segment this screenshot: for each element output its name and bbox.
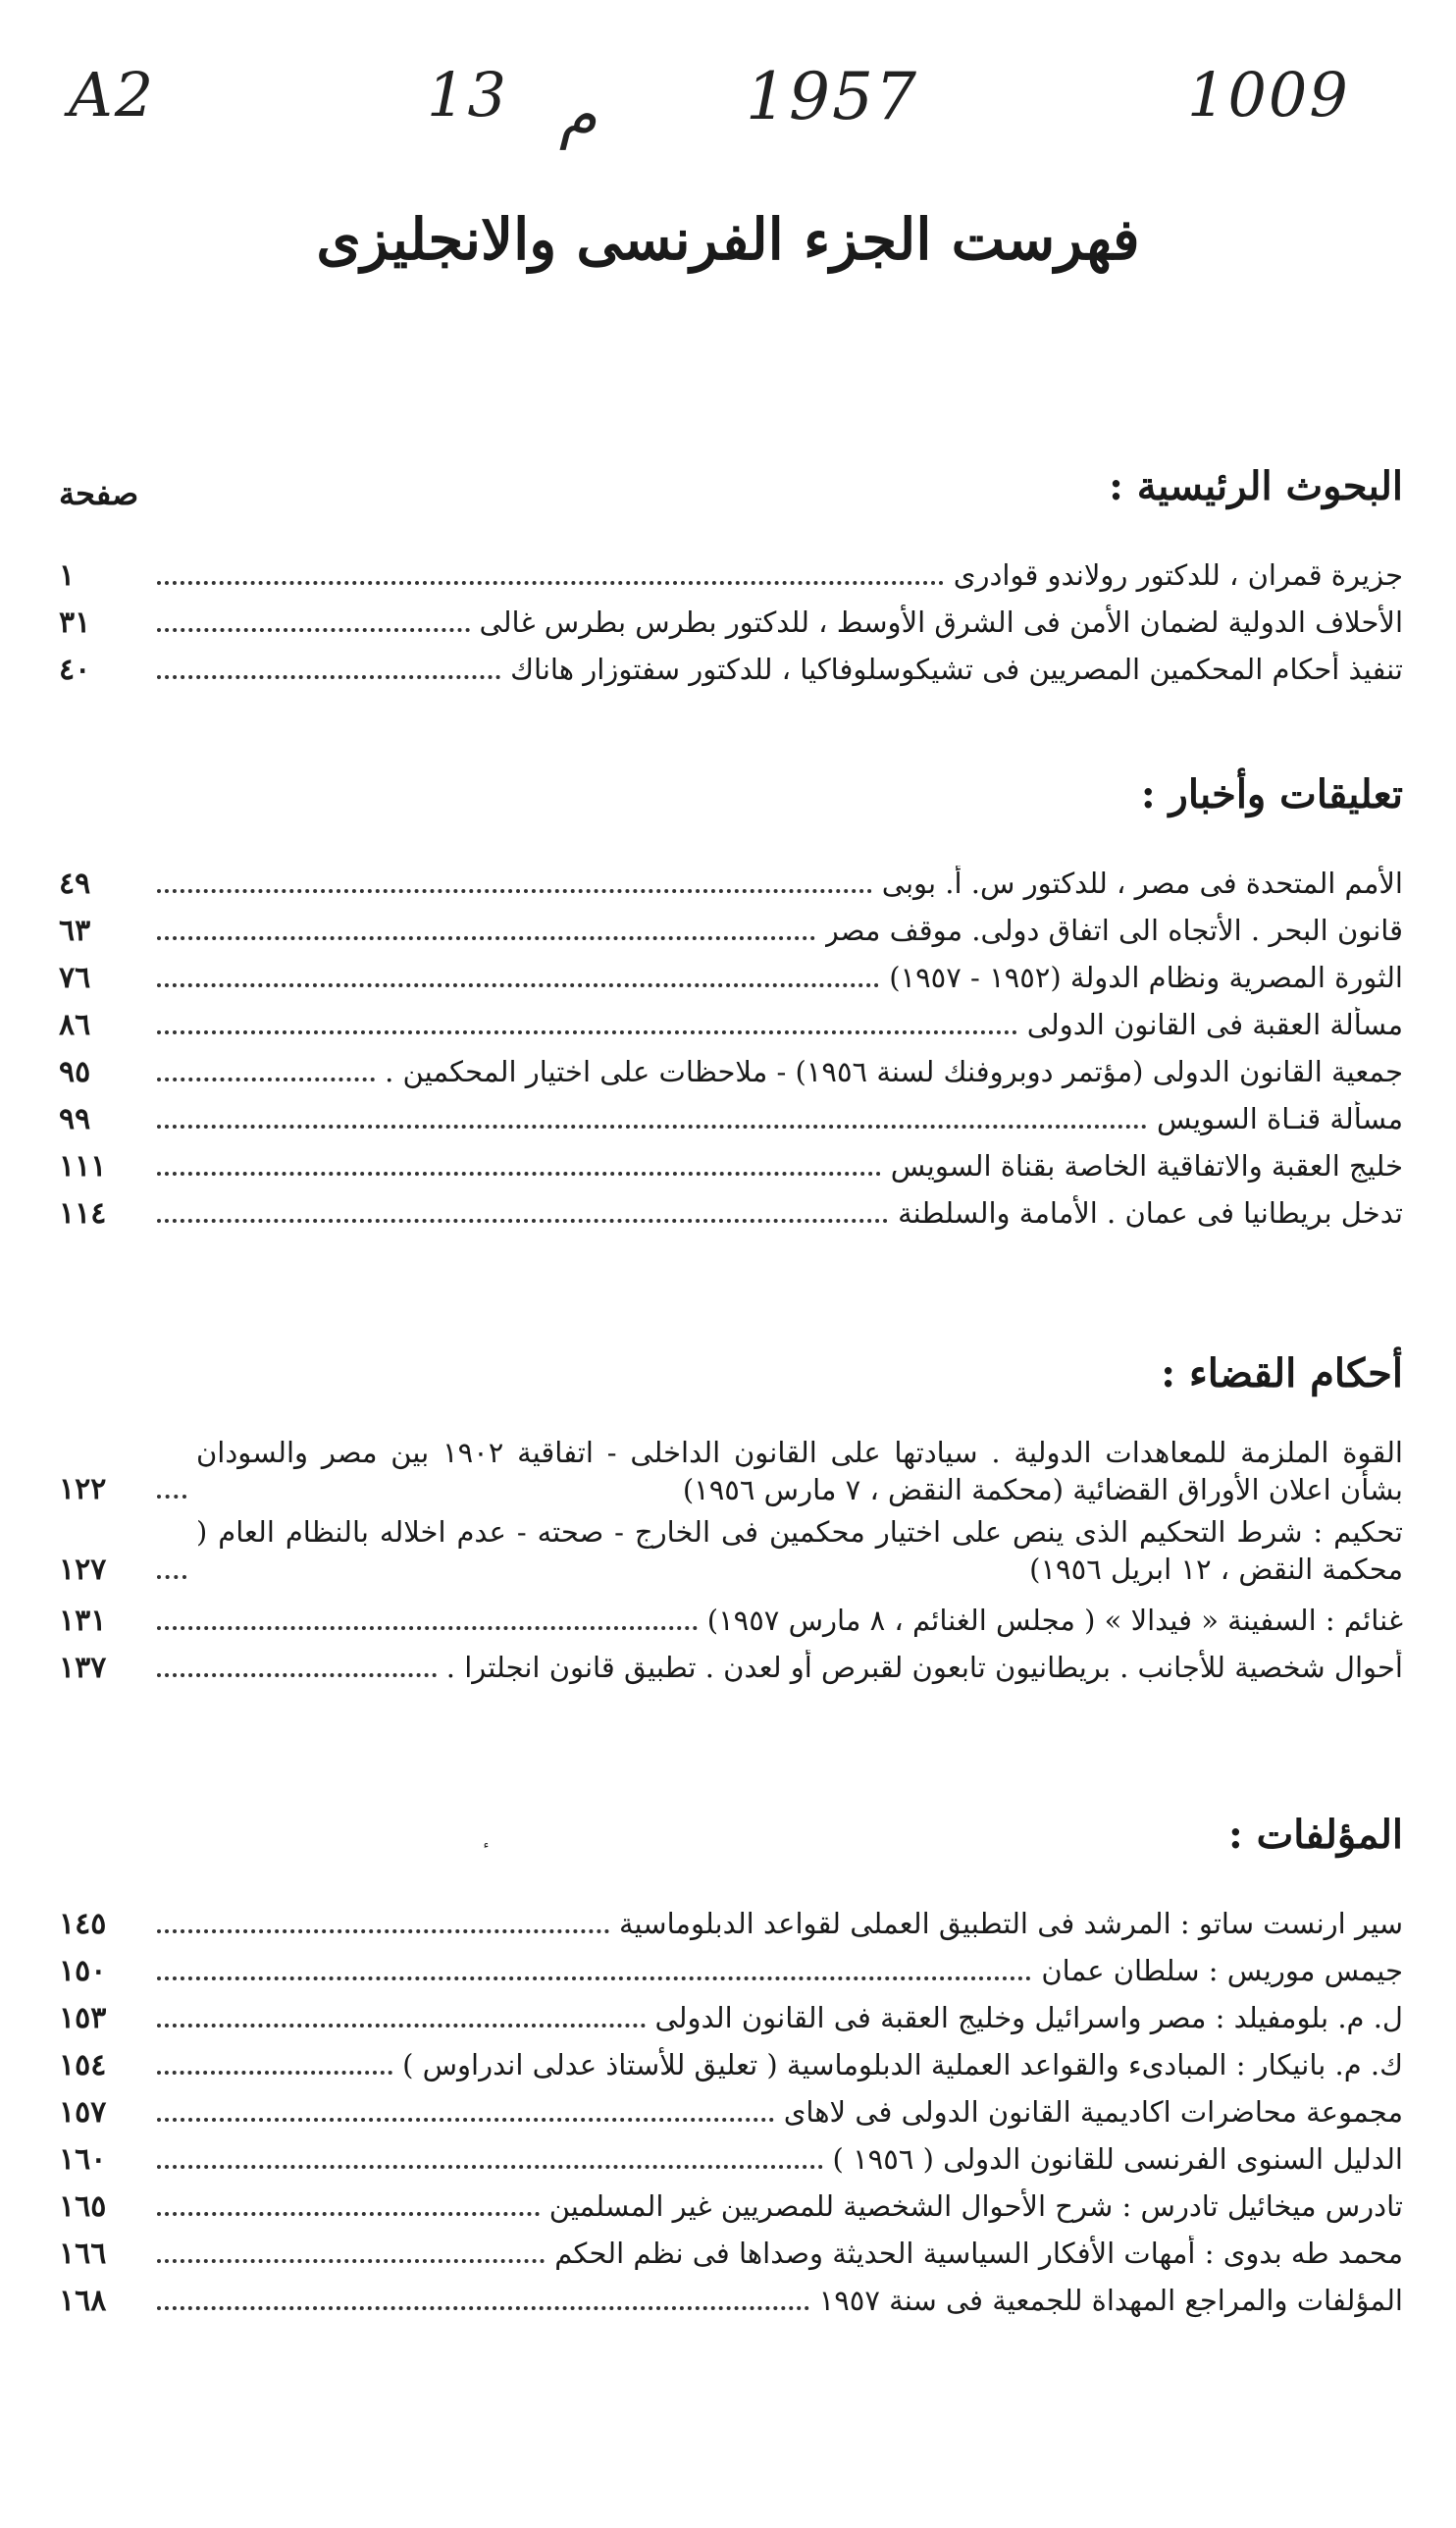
dot-leader (157, 1125, 1147, 1129)
section-heading: البحوث الرئيسية : (1109, 463, 1403, 509)
page-title: فهرست الجزء الفرنسى والانجليزى (316, 206, 1140, 273)
entry-title: الأحلاف الدولية لضمان الأمن فى الشرق الأوسط ، للدكتور بطرس بطرس غالى (479, 606, 1403, 640)
entry-page-number: ١٦٦ (59, 2237, 107, 2271)
entry-title: ك. م. بانيكار : المبادىء والقواعد العملية الدبلوماسية ( تعليق للأستاذ عدلى اندراوس ) (402, 2048, 1403, 2082)
toc-entry (59, 1593, 1403, 1640)
entry-page-number: ٤٠ (59, 653, 91, 687)
entry-page-number: ٩٥ (59, 1055, 91, 1089)
toc-entry (59, 1185, 1403, 1233)
entry-title: قانون البحر . الأتجاه الى اتفاق دولى. موقف مصر (824, 914, 1403, 948)
dot-leader (157, 2212, 540, 2216)
entry-title: المؤلفات والمراجع المهداة للجمعية فى سنة ١٩٥٧ (818, 2284, 1403, 2318)
section-heading: تعليقات وأخبار : (1140, 771, 1403, 817)
entry-title: تحكيم : شرط التحكيم الذى ينص على اختيار محكمين فى الخارج - صحته - عدم اخلاله بالنظام العام ( محكمة النقض ، ١٢ ابريل ١٩٥٦) (196, 1515, 1403, 1587)
entry-title: تدخل بريطانيا فى عمان . الأمامة والسلطنة (898, 1196, 1403, 1231)
dot-leader (157, 628, 470, 632)
toc-entry (59, 997, 1403, 1044)
toc-entry (59, 2084, 1403, 2132)
entry-page-number: ١٥٣ (59, 2001, 107, 2035)
dot-leader (157, 675, 500, 679)
toc-entry (59, 2132, 1403, 2179)
entry-title: جمعية القانون الدولى (مؤتمر دوبروفنك لسنة ١٩٥٦) - ملاحظات على اختيار المحكمين . (385, 1055, 1403, 1089)
dot-leader (157, 2071, 392, 2075)
dot-leader (157, 1495, 186, 1499)
entry-title: ل. م. بلومفيلد : مصر واسرائيل وخليج العقبة فى القانون الدولى (654, 2001, 1403, 2035)
toc-entry (59, 642, 1403, 689)
entry-page-number: ١٦٨ (59, 2284, 107, 2318)
dot-leader (157, 2165, 823, 2169)
entry-title: جزيرة قمران ، للدكتور رولاندو قوادرى (953, 558, 1403, 593)
toc-entry (59, 2226, 1403, 2273)
toc-entry (59, 1044, 1403, 1091)
entry-page-number: ١٢٢ (59, 1472, 107, 1507)
entry-page-number: ٧٦ (59, 961, 91, 995)
toc-entry (59, 2273, 1403, 2320)
dot-leader (157, 581, 944, 585)
entry-title: الثورة المصرية ونظام الدولة (١٩٥٢ - ١٩٥٧) (889, 961, 1403, 995)
page-column-label: صفحة (59, 475, 139, 512)
dot-leader (157, 1172, 881, 1176)
section-publications (59, 1806, 1403, 2320)
entry-page-number: ٩٩ (59, 1102, 91, 1136)
entry-page-number: ١٦٥ (59, 2189, 107, 2224)
entry-page-number: ١٦٠ (59, 2142, 107, 2177)
toc-entry (59, 1896, 1403, 1943)
entry-title: أحوال شخصية للأجانب . بريطانيون تابعون لقبرص أو لعدن . تطبيق قانون انجلترا . (445, 1651, 1403, 1685)
toc-entry (59, 1435, 1403, 1508)
entry-title: جيمس موريس : سلطان عمان (1041, 1954, 1403, 1988)
toc-entry (59, 2179, 1403, 2226)
dot-leader (157, 2118, 774, 2122)
entry-list (59, 548, 1403, 689)
entry-title: محمد طه بدوى : أمهات الأفكار السياسية الحديثة وصداها فى نظم الحكم (554, 2237, 1403, 2271)
toc-entry (59, 1640, 1403, 1687)
dot-leader (157, 2259, 545, 2263)
section-heading: المؤلفات : (1227, 1812, 1403, 1858)
dot-leader (157, 2306, 809, 2310)
toc-entry (59, 1138, 1403, 1185)
toc-entry (59, 2037, 1403, 2084)
entry-list (59, 1435, 1403, 1687)
entry-page-number: ١ (59, 558, 76, 593)
entry-title: تنفيذ أحكام المحكمين المصريين فى تشيكوسلوفاكيا ، للدكتور سفتوزار هاناك (510, 653, 1403, 687)
dot-leader (157, 936, 815, 940)
dot-leader (157, 1673, 437, 1677)
handwritten-year: 1957 (746, 59, 918, 134)
entry-title: القوة الملزمة للمعاهدات الدولية . سيادتها على القانون الداخلى - اتفاقية ١٩٠٢ بين مصر والسودان بشأن اعلان الأوراق القضائية (محكمة النقض ، ٧ مارس ١٩٥٦) (196, 1436, 1403, 1506)
entry-title: مجموعة محاضرات اكاديمية القانون الدولى فى لاهاى (783, 2095, 1403, 2130)
toc-entry (59, 1514, 1403, 1588)
section-court-judgments (59, 1344, 1403, 1687)
section-comments-news (59, 765, 1403, 1233)
handwritten-number: 13 (427, 59, 508, 131)
entry-page-number: ١٤٥ (59, 1907, 107, 1941)
toc-entry (59, 903, 1403, 950)
dot-leader (157, 1078, 375, 1081)
entry-list (59, 856, 1403, 1233)
toc-entry (59, 1990, 1403, 2037)
toc-entry (59, 1091, 1403, 1138)
dot-leader (157, 2024, 646, 2028)
entry-page-number: ١٥٠ (59, 1954, 107, 1988)
entry-title: تادرس ميخائيل تادرس : شرح الأحوال الشخصية للمصريين غير المسلمين (548, 2189, 1403, 2224)
dot-leader (157, 889, 872, 893)
dot-leader (157, 1976, 1031, 1980)
entry-title: غنائم : السفينة « فيدالا » ( مجلس الغنائم ، ٨ مارس ١٩٥٧) (706, 1604, 1403, 1638)
entry-page-number: ١٢٧ (59, 1552, 107, 1587)
section-main-research (59, 457, 1403, 689)
dot-leader (157, 983, 879, 987)
entry-page-number: ٤٩ (59, 867, 91, 901)
dot-leader (157, 1219, 888, 1223)
entry-title: سير ارنست ساتو : المرشد فى التطبيق العملى لقواعد الدبلوماسية (618, 1907, 1403, 1941)
handwritten-month: م (559, 79, 598, 150)
toc-entry (59, 1943, 1403, 1990)
section-heading: أحكام القضاء : (1161, 1350, 1403, 1396)
entry-page-number: ١٣١ (59, 1603, 107, 1638)
entry-title: خليج العقبة والاتفاقية الخاصة بقناة السويس (890, 1149, 1403, 1184)
toc-entry (59, 548, 1403, 595)
dot-leader (157, 1626, 698, 1630)
entry-page-number: ١١١ (59, 1149, 107, 1184)
entry-page-number: ١٣٧ (59, 1650, 107, 1685)
entry-list (59, 1896, 1403, 2320)
dot-leader (157, 1929, 609, 1933)
dot-leader (157, 1030, 1017, 1034)
toc-entry (59, 856, 1403, 903)
entry-page-number: ٨٦ (59, 1008, 91, 1042)
entry-page-number: ١٥٤ (59, 2048, 107, 2082)
entry-title: مسألة قنـاة السويس (1157, 1102, 1403, 1136)
entry-title: مسألة العقبة فى القانون الدولى (1026, 1008, 1403, 1042)
entry-title: الأمم المتحدة فى مصر ، للدكتور س. أ. بوبى (881, 867, 1403, 901)
entry-page-number: ١١٤ (59, 1196, 107, 1231)
entry-title: الدليل السنوى الفرنسى للقانون الدولى ( ١٩٥٦ ) (832, 2142, 1403, 2177)
handwritten-catalog-number: 1009 (1187, 59, 1350, 131)
entry-page-number: ٦٣ (59, 914, 91, 948)
toc-entry (59, 950, 1403, 997)
dot-leader (157, 1575, 186, 1579)
toc-entry (59, 595, 1403, 642)
entry-page-number: ٣١ (59, 606, 91, 640)
entry-page-number: ١٥٧ (59, 2095, 107, 2130)
handwritten-code: A2 (69, 59, 156, 131)
